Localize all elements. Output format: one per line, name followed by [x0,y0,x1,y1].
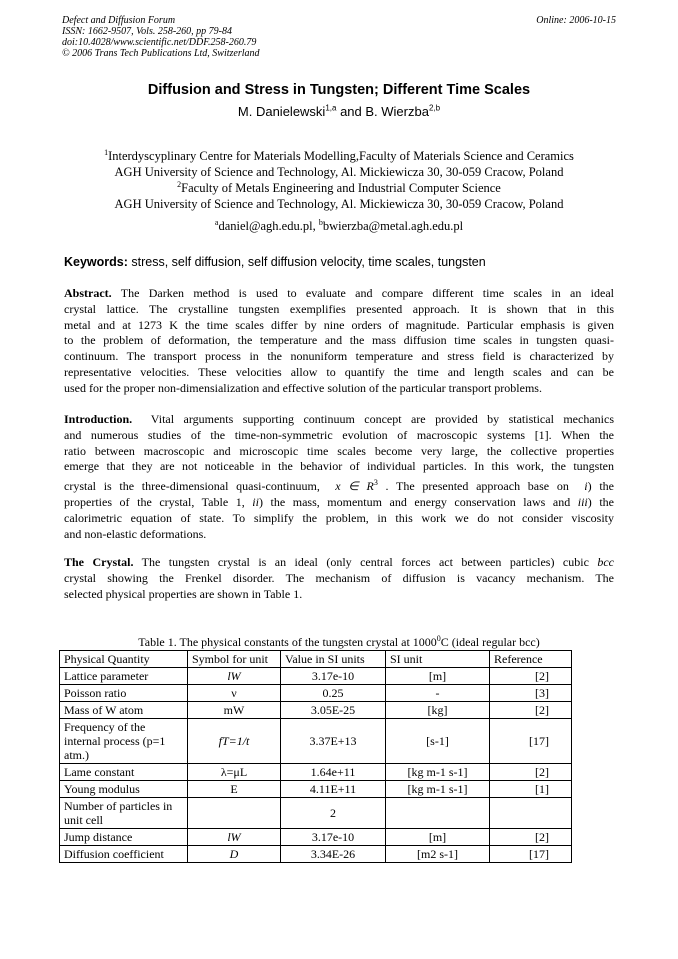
table-row [60,668,572,685]
intro-line: and numerous studies of the time-non-symmetric evolution of macroscopic systems [1]. When the [64,427,614,442]
author-2: B. Wierzba [365,104,429,119]
email-b-sup: b [318,217,323,227]
crystal-paragraph [64,555,614,602]
reference-cell: [17] [490,846,572,863]
symbol-cell [188,798,281,829]
value-cell: 0.25 [281,685,386,702]
symbol-cell: ν [188,685,281,702]
symbol-cell: E [188,781,281,798]
value-cell: 2 [281,798,386,829]
journal-doi: doi:10.4028/www.scientific.net/DDF.258-260.79 [62,37,257,48]
email-a[interactable]: daniel@agh.edu.pl, [218,219,319,233]
quantity-cell: Lattice parameter [60,668,188,685]
affiliation-1-address: AGH University of Science and Technology, Al. Mickiewicza 30, 30-059 Cracow, Poland [114,165,564,179]
unit-cell: [kg m-1 s-1] [386,764,490,781]
abstract-line: Abstract. The Darken method is used to evaluate and compare different time scales in an ideal [64,286,614,300]
table-row [60,685,572,702]
affiliation-2-text: Faculty of Metals Engineering and Industrial Computer Science [181,181,501,195]
unit-cell: [kg m-1 s-1] [386,781,490,798]
abstract-line: continuum. The transport process in the nonuniform temperature and stress field is characterized by [64,349,614,364]
intro-line: and non-elastic deformations. [64,526,207,541]
abstract-line: metal and at 1273 K the time scales differ by nine orders of magnitude. Particular emphasis is given [64,317,614,332]
abstract-label: Abstract. [64,286,112,300]
reference-cell: [2] [490,764,572,781]
value-cell: 1.64e+11 [281,764,386,781]
math-x-in-r: x ∈ R [335,479,374,494]
table-header-cell: SI unit [386,651,490,668]
journal-header [62,15,616,59]
table-header-row [60,651,572,668]
introduction-label: Introduction. [64,412,133,426]
quantity-cell: Diffusion coefficient [60,846,188,863]
value-cell: 3.34E-26 [281,846,386,863]
unit-cell: [m2 s-1] [386,846,490,863]
symbol-cell: lW [188,829,281,846]
table-row [60,846,572,863]
intro-line: ratio between macroscopic and microscopic time scales become very large, the collective properties [64,443,614,458]
value-cell: 3.17e-10 [281,668,386,685]
journal-name: Defect and Diffusion Forum [62,15,176,26]
quantity-cell: Lame constant [60,764,188,781]
affiliation-1-sup: 1 [104,147,109,157]
affiliation-2-sup: 2 [177,179,182,189]
symbol-cell: fT=1/t [188,719,281,764]
table-row [60,781,572,798]
symbol-cell: λ=μL [188,764,281,781]
quantity-cell: Frequency of the internal process (p=1 atm.) [60,719,188,764]
unit-cell: [s-1] [386,719,490,764]
abstract-paragraph [64,286,614,397]
table-row [60,764,572,781]
quantity-cell: Young modulus [60,781,188,798]
table-row [60,702,572,719]
crystal-label: The Crystal. [64,555,134,569]
journal-issn: ISSN: 1662-9507, Vols. 258-260, pp 79-84 [62,26,232,37]
unit-cell: [m] [386,668,490,685]
affiliation-2 [0,180,678,196]
quantity-cell: Mass of W atom [60,702,188,719]
table-row [60,798,572,829]
intro-line: calorimetric equation of state. To simplify the problem, in this work we do not consider viscosity [64,510,614,525]
quantity-cell: Jump distance [60,829,188,846]
abstract-line: representative velocities. These velocities allow to quantify the time and length scales and can be [64,364,614,379]
reference-cell [490,798,572,829]
affiliation-1-text: Interdyscyplinary Centre for Materials Modelling,Faculty of Materials Science and Ceramics [108,149,574,163]
author-1-sup: 1,a [325,103,337,113]
reference-cell: [2] [490,668,572,685]
affiliation-2-address: AGH University of Science and Technology, Al. Mickiewicza 30, 30-059 Cracow, Poland [114,197,564,211]
keywords [64,255,614,269]
quantity-cell: Number of particles in unit cell [60,798,188,829]
journal-copyright: © 2006 Trans Tech Publications Ltd, Switzerland [62,48,260,59]
online-date: Online: 2006-10-15 [536,15,616,26]
intro-line: properties of the crystal, Table 1, ii) the mass, momentum and energy conservation laws and iii) the [64,494,615,509]
table-header-cell: Reference [490,651,572,668]
quantity-cell: Poisson ratio [60,685,188,702]
unit-cell: [m] [386,829,490,846]
reference-cell: [2] [490,702,572,719]
author-2-sup: 2,b [428,103,441,113]
keywords-label: Keywords: [64,255,128,269]
author-1: M. Danielewski [237,104,326,119]
reference-cell: [2] [490,829,572,846]
physical-constants-table [59,650,572,863]
unit-cell: - [386,685,490,702]
unit-cell: [kg] [386,702,490,719]
table-row [60,829,572,846]
abstract-line: used for the proper non-dimensialization and effective solution of the particular transport problems. [64,380,542,395]
introduction-paragraph [64,412,614,542]
email-a-sup: a [214,217,219,227]
abstract-line: crystal lattice. The crystalline tungsten exemplifies presented approach. It is shown that in this [64,301,614,316]
table-header-cell: Symbol for unit [188,651,281,668]
table-header-cell: Value in SI units [281,651,386,668]
crystal-line: The Crystal. The tungsten crystal is an ideal (only central forces act between particles) cubic bcc [64,555,615,569]
reference-cell: [1] [490,781,572,798]
reference-cell: [17] [490,719,572,764]
value-cell: 4.11E+11 [281,781,386,798]
email-b[interactable]: bwierzba@metal.agh.edu.pl [322,219,464,233]
table-caption: Table 1. The physical constants of the tungsten crystal at 1000$^0$C (ideal regular bcc) [138,634,540,649]
author-and: and [336,104,366,119]
author-line [0,104,678,119]
email-line [0,218,678,234]
symbol-cell: mW [188,702,281,719]
keywords-text: stress, self diffusion, self diffusion velocity, time scales, tungsten [127,255,486,269]
paper-title: Diffusion and Stress in Tungsten; Different Time Scales [147,82,531,98]
reference-cell: [3] [490,685,572,702]
crystal-line: selected physical properties are shown in Table 1. [64,586,303,601]
abstract-line: to the problem of deformation, the temperature and the mass diffusion time scales in tungsten quasi- [64,333,614,348]
intro-line: Introduction. Vital arguments supporting continuum concept are provided by statistical mechanics [64,412,614,426]
intro-line: crystal is the three-dimensional quasi-continuum, x ∈ $R^3$ . The presented approach base on i) the [64,478,614,494]
crystal-line: crystal showing the Frenkel disorder. The mechanism of diffusion is vacancy mechanism. The [64,570,614,585]
symbol-cell: lW [188,668,281,685]
table-header-cell: Physical Quantity [60,651,188,668]
value-cell: 3.37E+13 [281,719,386,764]
unit-cell [386,798,490,829]
table-row [60,719,572,764]
value-cell: 3.17e-10 [281,829,386,846]
affiliation-1 [0,148,678,164]
intro-line: emerge that they are not noticeable in the behavior of individual particles. In this work, the tungsten [64,459,614,474]
value-cell: 3.05E-25 [281,702,386,719]
symbol-cell: D [188,846,281,863]
